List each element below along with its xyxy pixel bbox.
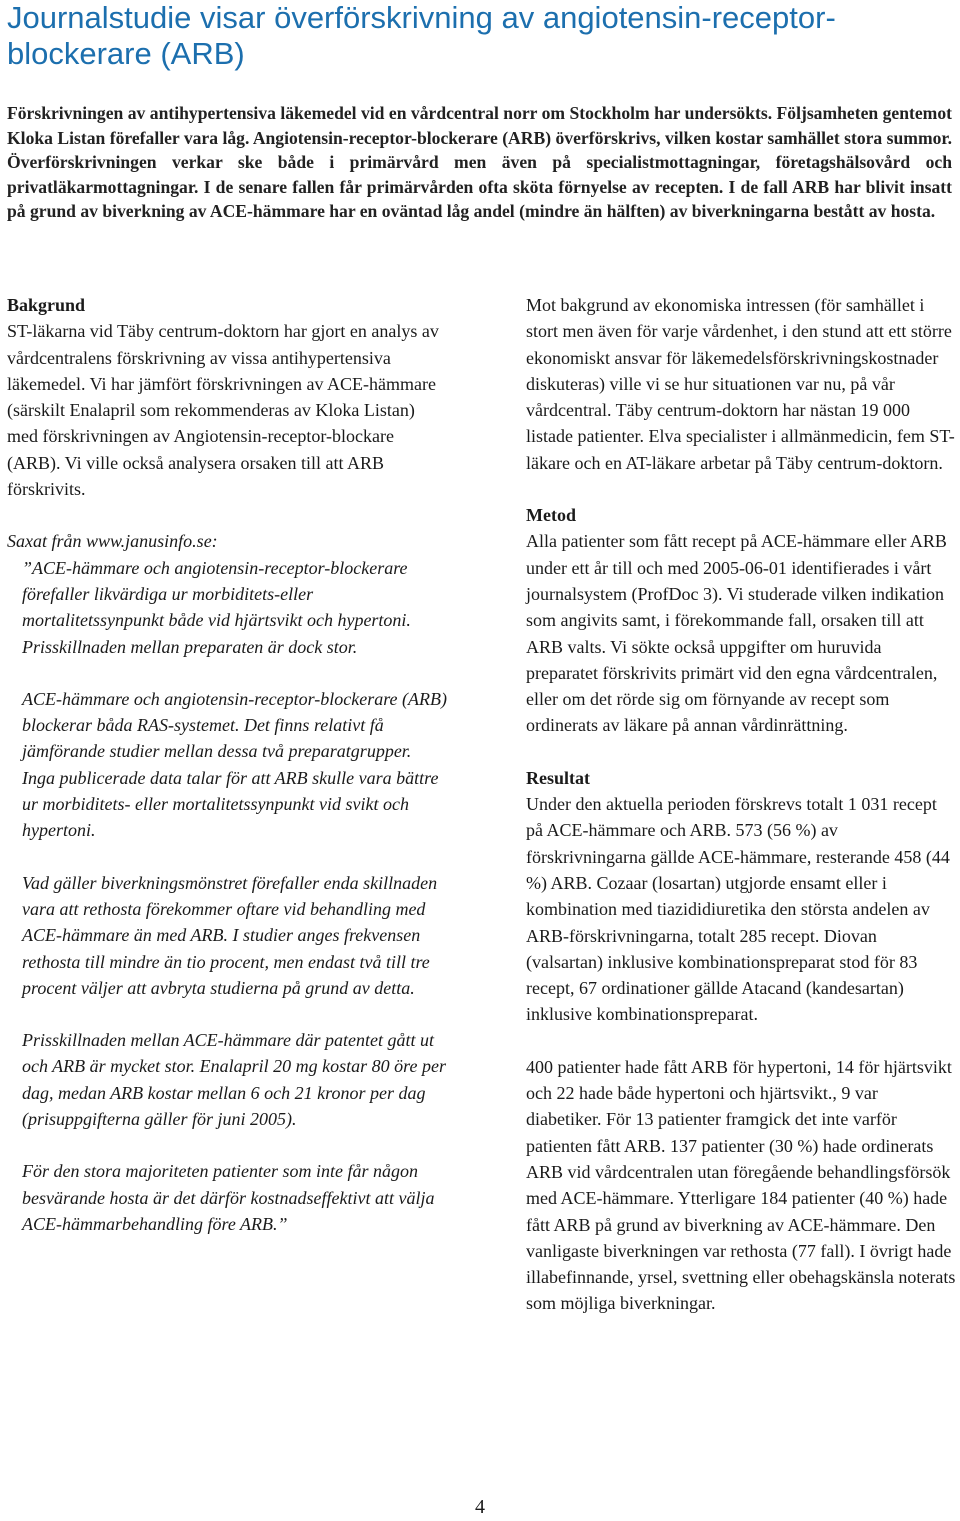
right-column	[526, 292, 956, 1317]
left-column	[7, 292, 447, 1237]
method-text: Alla patienter som fått recept på ACE-hämmare eller ARB under ett år till och med 2005-06-01 identifierades i vårt journalsystem (ProfDoc 3). Vi studerade vilken indikation som angivits samt, i förekommande fall, orsaken till att ARB valts. Vi sökte också uppgifter om huruvida preparatet förskrivits primärt vid den egna vårdcentralen, eller om det rörde sig om förnyande av recept som ordinerats av läkare på annan vårdinrättning.	[526, 531, 947, 736]
quote-paragraph: ACE-hämmare och angiotensin-receptor-blockerare (ARB) blockerar båda RAS-systemet. Det finns relativt få jämförande studier mellan dessa två preparatgrupper. Inga publicerade data talar för att ARB skulle vara bättre ur morbiditets- eller mortalitetssynpunkt vid svikt och hypertoni.	[22, 688, 448, 841]
quote-block	[7, 555, 447, 1238]
page-number: 4	[475, 1496, 485, 1518]
source-line: Saxat från www.janusinfo.se:	[7, 531, 218, 552]
quote-paragraph: Vad gäller biverkningsmönstret förefaller enda skillnaden vara att rethosta förekommer oftare vid behandling med ACE-hämmare än med ARB. I studier anges frekvensen rethosta till mindre än tio procent, men endast två till tre procent väljer att avbryta studierna på grund av detta.	[22, 872, 438, 998]
result-text: Under den aktuella perioden förskrevs totalt 1 031 recept på ACE-hämmare och ARB. 573 (56 %) av förskrivningarna gällde ACE-hämmare, resterande 458 (44 %) ARB. Cozaar (losartan) utgjorde ensamt eller i kombination med tiazididiuretika den största andelen av ARB-förskrivningarna, totalt 285 recept. Diovan (valsartan) inklusive kombinationspreparat stod för 83 recept, 67 ordinationer gällde Atacand (kandesartan) inklusive kombinationspreparat.	[526, 794, 950, 1025]
quote-paragraph: För den stora majoriteten patienter som inte får någon besvärande hosta är det därför kostnadseffektivt att välja ACE-hämmarbehandling före ARB.”	[22, 1161, 435, 1234]
intro-text: Mot bakgrund av ekonomiska intressen (för samhället i stort men även för varje vårdenhet, i den stund att ett större ekonomiskt ansvar för läkemedelsförskrivningskostnader diskuteras) ville vi se hur situationen var nu, på vår vårdcentral. Täby centrum-doktorn har nästan 19 000 listade patienter. Elva specialister i allmänmedicin, fem ST-läkare och en AT-läkare arbetar på Täby centrum-doktorn.	[526, 295, 955, 473]
article-title: Journalstudie visar överförskrivning av angiotensin-receptor-blockerare (ARB)	[7, 0, 836, 71]
method-heading: Metod	[526, 505, 576, 526]
result-text-continued: 400 patienter hade fått ARB för hypertoni, 14 för hjärtsvikt och 22 hade både hypertoni och hjärtsvikt., 9 var diabetiker. För 13 patienter framgick det inte varför patienten fått ARB. 137 patienter (30 %) hade ordinerats ARB vid vårdcentralen utan föregående behandlingsförsök med ACE-hämmare. Ytterligare 184 patienter (40 %) hade fått ARB på grund av biverkning av ACE-hämmare. Den vanligaste biverkningen var rethosta (77 fall). I övrigt hade illabefinnande, yrsel, svettning eller obehagskänsla noterats som möjliga biverkningar.	[526, 1056, 956, 1314]
quote-paragraph: ”ACE-hämmare och angiotensin-receptor-blockerare förefaller likvärdiga ur morbiditets-eller mortalitetssynpunkt både vid hjärtsvikt och hypertoni. Prisskillnaden mellan preparaten är dock stor.	[22, 557, 411, 657]
result-heading: Resultat	[526, 767, 590, 788]
background-heading: Bakgrund	[7, 295, 86, 315]
quote-paragraph: Prisskillnaden mellan ACE-hämmare där patentet gått ut och ARB är mycket stor. Enalapril 20 mg kostar 80 öre per dag, medan ARB kostar mellan 6 och 21 kronor per dag (prisuppgifterna gäller för juni 2005).	[22, 1030, 446, 1130]
background-text: ST-läkarna vid Täby centrum-doktorn har gjort en analys av vårdcentralens förskrivning av vissa antihypertensiva läkemedel. Vi har jämfört förskrivningen av ACE-hämmare (särskilt Enalapril som rekommenderas av Kloka Listan) med förskrivningen av Angiotensin-receptor-blockare (ARB). Vi ville också analysera orsaken till att ARB förskrivits.	[7, 321, 439, 500]
article-lede: Förskrivningen av antihypertensiva läkemedel vid en vårdcentral norr om Stockholm har undersökts. Följsamheten gentemot Kloka Listan förefaller vara låg. Angiotensin-receptor-blockerare (ARB) överförskrivs, vilken kostar samhället stora summor. Överförskrivningen verkar ske både i primärvård men även på specialistmottagningar, företagshälsovård och privatläkarmottagningar. I de senare fallen får primärvården ofta sköta förnyelse av recepten. I de fall ARB har blivit insatt på grund av biverkning av ACE-hämmare har en oväntad låg andel (mindre än hälften) av biverkningarna bestått av hosta.	[7, 103, 952, 221]
